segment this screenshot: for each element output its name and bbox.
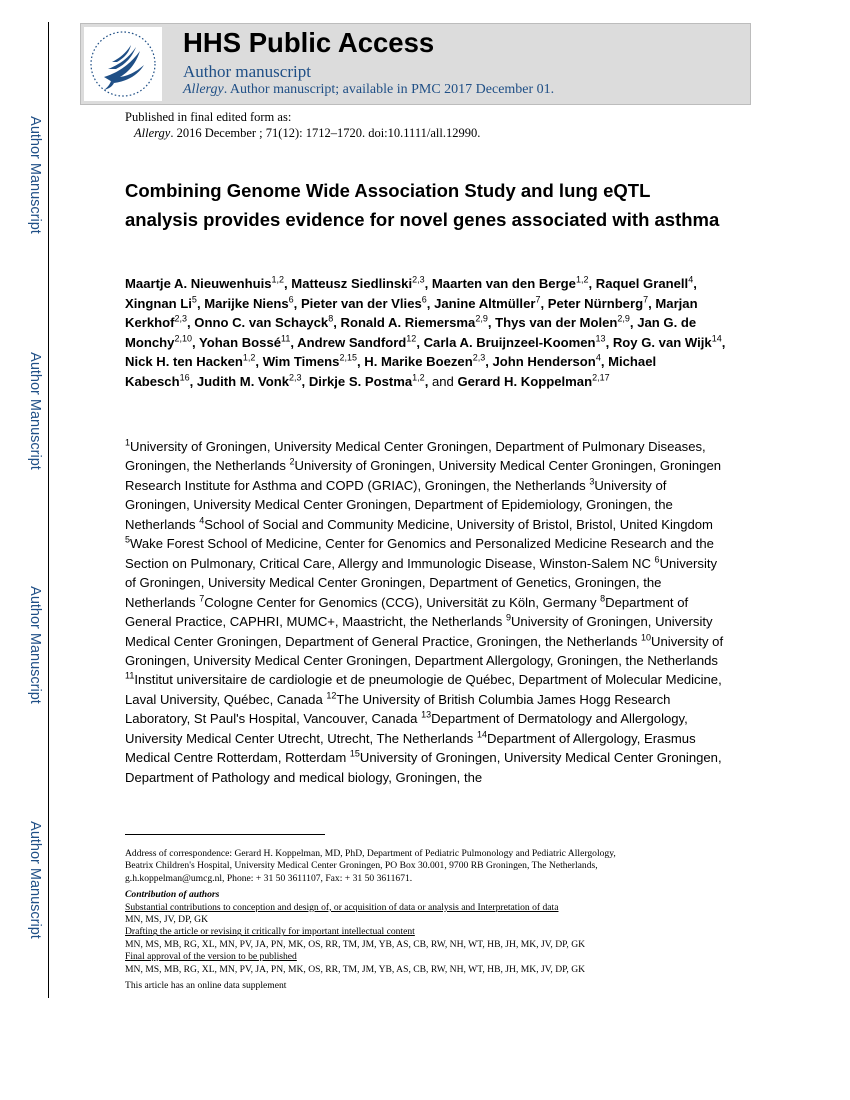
author-affiliation-ref: 6 [288, 294, 294, 305]
author-affiliation-ref: 12 [406, 333, 417, 344]
author-affiliation-ref: 5 [191, 294, 197, 305]
author-name: Jan G. de Monchy [125, 315, 697, 350]
contribution-names: MN, MS, JV, DP, GK [125, 914, 208, 926]
affiliation-number: 5 [125, 534, 131, 545]
author-affiliation-ref: 13 [595, 333, 606, 344]
contribution-label: Substantial contributions to conception and design of, or acquisition of data or analysis and Interpretation of data [125, 901, 559, 913]
correspondence-line: Beatrix Children's Hospital, University Medical Center Groningen, PO Box 30.001, 9700 RB Groningen, The Netherlands, [125, 860, 598, 872]
affiliation-number: 1 [125, 437, 131, 448]
author-affiliation-ref: 2,10 [174, 333, 192, 344]
side-label-text: Author Manuscript [27, 586, 43, 704]
affiliation-text: Institut universitaire de cardiologie et de pneumologie de Québec, Department of Molecular Medicine, Laval University, Québec, Canada [125, 672, 722, 707]
correspondence-email-line: g.h.koppelman@umcg.nl, Phone: + 31 50 3611107, Fax: + 31 50 3611671. [125, 872, 413, 884]
affiliation-text: Cologne Center for Genomics (CCG), Universität zu Köln, Germany [204, 594, 597, 610]
published-info [125, 109, 480, 141]
author-name: John Henderson [492, 354, 596, 370]
published-reference [125, 125, 480, 141]
author-name: Onno C. van Schayck [194, 315, 329, 331]
footnotes [125, 848, 745, 992]
author-affiliation-ref: 11 [281, 333, 291, 344]
affiliation-number: 9 [505, 612, 511, 623]
side-label-text: Author Manuscript [27, 821, 43, 939]
author-name: Thys van der Molen [495, 315, 618, 331]
contribution-heading: Contribution of authors [125, 889, 220, 901]
author-affiliation-ref: 1,2 [242, 353, 256, 364]
side-label-author-manuscript [23, 326, 47, 496]
author-affiliation-ref: 4 [688, 274, 694, 285]
author-affiliation-ref: 2,3 [174, 313, 187, 324]
banner-title: HHS Public Access [183, 27, 435, 58]
affiliation-text: School of Social and Community Medicine, University of Bristol, Bristol, United Kingdom [204, 516, 713, 532]
banner-citation-rest: . Author manuscript; available in PMC 2017 December 01. [223, 82, 555, 97]
author-name: Judith M. Vonk [196, 373, 290, 389]
affiliation-list [125, 437, 731, 787]
banner-citation [183, 82, 554, 98]
banner-subtitle: Author manuscript [183, 62, 311, 81]
author-affiliation-ref: 14 [711, 333, 722, 344]
author-name: Marjan Kerkhof [125, 295, 698, 331]
affiliation-text: The University of British Columbia James Hogg Research Laboratory, St Paul's Hospital, Vancouver, Canada [125, 691, 671, 727]
author-name: Matteusz Siedlinski [291, 276, 413, 291]
side-label-author-manuscript [23, 90, 47, 260]
author-name: Yohan Bossé [199, 334, 282, 350]
author-affiliation-ref: 6 [421, 294, 427, 305]
hhs-eagle-logo-icon [84, 27, 162, 101]
side-label-author-manuscript [23, 795, 47, 965]
affiliation-number: 14 [476, 729, 487, 740]
side-label-author-manuscript [23, 560, 47, 730]
author-name: Janine Altmüller [434, 295, 536, 311]
author-affiliation-ref: 8 [328, 313, 334, 324]
affiliation-text: University of Groningen, University Medical Center Groningen, Department of Pulmonary Diseases, Groningen, the Netherlands [125, 439, 706, 474]
affiliation-number: 4 [199, 515, 205, 526]
author-affiliation-ref: 7 [535, 294, 541, 305]
author-affiliation-ref: 4 [595, 353, 601, 364]
author-list: Maartje A. Nieuwenhuis$^{1,2}$, Matteusz Siedlinski$^{2,3}$, Maarten van den Berge$^{1,2}$, Raquel Granell$^4$, Xingnan Li$^5$, Marijke Niens$^6$, Pieter van der Vlies$^6$, Janine Altmüller$^7$, Peter Nürnberg$^7$, Marjan Kerkhof$^{2,3}$, Onno C. van Schayck$^8$, Ronald A. Riemersma$^{2,9}$, Thys van der Molen$^{2,9}$, Jan G. de Monchy$^{2,10}$, Yohan Bossé$^{11}$, Andrew Sandford$^{12}$, Carla A. Bruijnzeel-Koomen$^{13}$, Roy G. van Wijk$^{14}$, Nick H. ten Hacken$^{1,2}$, Wim Timens$^{2,15}$, H. Marike Boezen$^{2,3}$, John Henderson$^4$, Michael Kabesch$^{16}$, Judith M. Vonk$^{2,3}$, Dirkje S. Postma$^{1,2}$, and Gerard H. Koppelman$^{2,17}$ [125, 274, 726, 389]
author-name: Roy G. van Wijk [612, 334, 712, 350]
author-name: Maartje A. Nieuwenhuis [125, 276, 272, 291]
affiliation-text: Department of Allergology, Erasmus Medical Centre Rotterdam, Rotterdam [125, 730, 696, 766]
author-name: Marijke Niens [204, 295, 289, 311]
author-name: Gerard H. Koppelman [457, 373, 593, 389]
affiliation-text: Department of General Practice, CAPHRI, MUMC+, Maastricht, the Netherlands [125, 594, 689, 630]
supplement-note: This article has an online data supplement [125, 980, 287, 992]
affiliation-text: Department of Dermatology and Allergology, University Medical Center Utrecht, Utrecht, The Netherlands [125, 711, 688, 746]
author-affiliation-ref: 1,2 [271, 274, 285, 285]
contribution-label: Drafting the article or revising it critically for important intellectual content [125, 926, 415, 938]
affiliation-text: University of Groningen, University Medical Center Groningen, Department of General Practice, Groningen, the Netherlands [125, 614, 713, 649]
published-label: Published in final edited form as: [125, 110, 292, 124]
author-affiliation-ref: 1,2 [412, 372, 425, 383]
contribution-names: MN, MS, MB, RG, XL, MN, PV, JA, PN, MK, OS, RR, TM, JM, YB, AS, CB, RW, NH, WT, HB, JH, MK, JV, DP, GK [125, 938, 586, 950]
author-name: Peter Nürnberg [547, 295, 644, 311]
author-name: H. Marike Boezen [364, 354, 473, 370]
affiliation-text: University of Groningen, University Medical Center Groningen, Department of Genetics, Groningen, the Netherlands [125, 555, 718, 610]
affiliation-text: University of Groningen, University Medical Center Groningen, Groningen Research Institute for Asthma and COPD (GRIAC), Groningen, the Netherlands [125, 458, 722, 493]
affiliation-text: Wake Forest School of Medicine, Center for Genomics and Personalized Medicine Research and the Section on Pulmonary, Critical Care, Allergy and Immunologic Disease, Winston-Salem NC [125, 536, 714, 571]
affiliation-number: 7 [199, 593, 205, 604]
affiliation-number: 12 [326, 690, 337, 701]
author-affiliation-ref: 16 [179, 372, 190, 383]
author-affiliation-ref: 2,3 [472, 353, 486, 364]
published-journal: Allergy [134, 126, 171, 140]
affiliation-text: University of Groningen, University Medical Center Groningen, Department of Epidemiology, Groningen, the Netherlands [125, 477, 673, 532]
author-name: Dirkje S. Postma [308, 373, 413, 389]
author-affiliation-ref: 1,2 [575, 274, 589, 285]
left-margin-rule [48, 22, 49, 998]
published-ref-rest: . 2016 December ; 71(12): 1712–1720. doi:10.1111/all.12990. [170, 126, 481, 140]
footnote-divider [125, 834, 325, 835]
author-affiliation-ref: 2,17 [592, 372, 610, 383]
author-affiliation-ref: 2,3 [412, 274, 425, 285]
affiliation-number: 6 [654, 554, 660, 565]
author-affiliation-ref: 2,15 [339, 353, 357, 364]
correspondence-line: Address of correspondence: Gerard H. Koppelman, MD, PhD, Department of Pediatric Pulmonology and Pediatric Allergology, [125, 848, 616, 859]
contribution-names: MN, MS, MB, RG, XL, MN, PV, JA, PN, MK, OS, RR, TM, JM, YB, AS, CB, RW, NH, WT, HB, JH, MK, JV, DP, GK [125, 963, 586, 975]
author-name: Raquel Granell [595, 276, 689, 291]
author-affiliation-ref: 2,9 [617, 313, 630, 324]
side-label-text: Author Manuscript [27, 116, 43, 234]
article-title: Combining Genome Wide Association Study and lung eQTL analysis provides evidence for novel genes associated with asthma [125, 180, 720, 230]
affiliation-number: 15 [349, 748, 360, 759]
author-name: Ronald A. Riemersma [340, 315, 476, 331]
author-affiliation-ref: 7 [643, 294, 649, 305]
contribution-label: Final approval of the version to be published [125, 951, 297, 963]
side-label-text: Author Manuscript [27, 352, 43, 470]
author-name: Andrew Sandford [297, 334, 407, 350]
affiliation-number: 3 [589, 476, 595, 487]
author-name: Pieter van der Vlies [300, 295, 422, 311]
author-name: Xingnan Li [125, 295, 192, 311]
author-name: Nick H. ten Hacken [125, 354, 243, 370]
author-name: Wim Timens [262, 354, 340, 370]
affiliation-text: University of Groningen, University Medical Center Groningen, Department Allergology, Groningen, the Netherlands [125, 633, 724, 668]
affiliation-number: 8 [600, 593, 606, 604]
banner-journal: Allergy [183, 82, 224, 97]
author-name: Carla A. Bruijnzeel-Koomen [423, 334, 596, 350]
author-affiliation-ref: 2,3 [289, 372, 302, 383]
affiliation-number: 2 [289, 457, 295, 468]
affiliation-number: 13 [421, 709, 432, 720]
affiliation-number: 11 [125, 671, 135, 682]
author-name: Maarten van den Berge [431, 276, 576, 291]
hhs-banner [80, 23, 751, 105]
author-affiliation-ref: 2,9 [475, 313, 488, 324]
affiliation-number: 10 [641, 632, 652, 643]
author-and: and [431, 373, 454, 389]
affiliation-text: University of Groningen, University Medical Center Groningen, Department of Pathology and medical biology, Groningen, the [125, 750, 722, 785]
author-name: Michael Kabesch [125, 354, 657, 389]
